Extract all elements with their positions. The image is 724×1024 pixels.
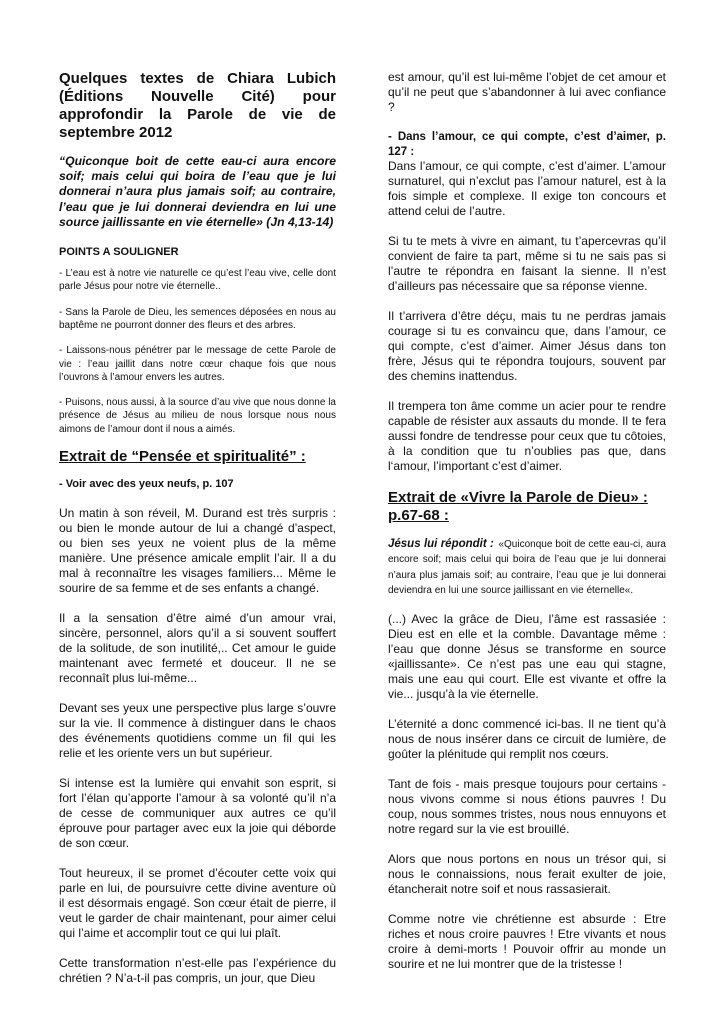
body-paragraph: Il a la sensation d’être aimé d’un amour vrai, sincère, personnel, alors qu’il a si souvent souffert de la solitude, de son inutilité,.. Cet amour le guide maintenant avec fermeté et douceur. Il ne se reconnaît plus lui-même... xyxy=(59,610,336,685)
continuation-paragraph: est amour, qu’il est lui-même l’objet de cet amour et qu’il ne peut que s’abandonner à lui avec confiance ? xyxy=(388,70,666,114)
lead-paragraph xyxy=(388,536,666,597)
point-item: - Puisons, nous aussi, à la source d’au vive que nous donne la présence de Jésus au milieu de nous lorsque nous nous aimons de l’amour dont il nous a aimés. xyxy=(59,397,336,435)
section-subheading: - Voir avec des yeux neufs, p. 107 xyxy=(59,477,234,490)
section-heading-vivre: Extrait de «Vivre la Parole de Dieu» : p.67-68 : xyxy=(388,489,648,524)
body-paragraph: L’éternité a donc commencé ici-bas. Il ne tient qu’à nous de nous insérer dans ce circuit de lumière, de goûter la plénitude qui remplit nos cœurs. xyxy=(388,717,666,762)
body-paragraph: Il trempera ton âme comme un acier pour te rendre capable de résister aux assauts du monde. Il te fera aussi fondre de tendresse pour ceux que tu côtoies, à la condition que tu n’oublies pas que, dans l‘amour, l’important c’est d’aimer. xyxy=(388,399,666,473)
page-title: Quelques textes de Chiara Lubich (Éditions Nouvelle Cité) pour approfondir la Parole de vie de septembre 2012 xyxy=(59,70,336,141)
point-item: - Sans la Parole de Dieu, les semences déposées en nous au baptême ne pourront donner des fleurs et des arbres. xyxy=(59,306,336,331)
section-subheading: - Dans l’amour, ce qui compte, c’est d’aimer, p. 127 : xyxy=(388,131,666,158)
lead-quote: «Quiconque boit de cette eau-ci, aura encore soif; mais celui qui boira de l’eau que je lui donnerai n’aura plus jamais soif; au contraire, l’eau que je lui donnerai deviendra en lui une source jaillissant en vie éternelle«. xyxy=(388,539,666,596)
points-heading: POINTS A SOULIGNER xyxy=(59,246,179,259)
scripture-quote: “Quiconque boit de cette eau-ci aura encore soif; mais celui qui boira de l’eau que je lui donnerai n’aura plus jamais soif; au contraire, l’eau que je lui donnerai deviendra en lui une source jaillissante en vie éternelle» (Jn 4,13-14) xyxy=(59,154,336,229)
body-paragraph: Cette transformation n’est-elle pas l’expérience du chrétien ? N’a-t-il pas compris, un jour, que Dieu xyxy=(59,955,336,985)
point-item: - L’eau est à notre vie naturelle ce qu’est l’eau vive, celle dont parle Jésus pour notre vie éternelle.. xyxy=(59,268,336,293)
body-paragraph: Comme notre vie chrétienne est absurde : Etre riches et nous croire pauvres ! Etre vivants et nous croire à demi-morts ! Pouvoir offrir au monde un sourire et ne lui montrer que de la tristesse ! xyxy=(388,912,666,972)
body-paragraph: Si intense est la lumière qui envahit son esprit, si fort l’élan qu’apporte l’amour à sa volonté qu’il n’a de cesse de communiquer aux autres ce qu’il éprouve pour partager avec eux la joie qui déborde de son cœur. xyxy=(59,775,336,850)
section-heading-pensee: Extrait de “Pensée et spiritualité” : xyxy=(59,447,306,465)
body-paragraph: Si tu te mets à vivre en aimant, tu t’apercevras qu’il convient de faire ta part, même si tu ne sais pas si l’autre te répondra en faisant la sienne. Il n’est d’ailleurs pas nécessaire que sa réponse vienne. xyxy=(388,234,666,293)
body-paragraph: Alors que nous portons en nous un trésor qui, si nous le connaissions, nous ferait exulter de joie, étancherait notre soif et nous rassasierait. xyxy=(388,852,666,897)
body-paragraph: Tout heureux, il se promet d’écouter cette voix qui parle en lui, de poursuivre cette divine aventure où il est désormais engagé. Son cœur était de pierre, il veut le garder de chair maintenant, pour aimer celui qui l’aime et accomplir tout ce qui lui plaît. xyxy=(59,865,336,940)
left-column xyxy=(59,70,336,1001)
right-column xyxy=(388,70,666,987)
body-paragraph: Un matin à son réveil, M. Durand est très surpris : ou bien le monde autour de lui a changé d’aspect, ou bien ses yeux ne voient plus de la même manière. Une présence amicale emplit l’air. Il a du mal à reconnaître les visages familiers... Même le sourire de sa femme et de ses enfants a changé. xyxy=(59,505,336,595)
body-paragraph: (...) Avec la grâce de Dieu, l’âme est rassasiée : Dieu est en elle et la comble. Davantage même : l’eau que donne Jésus se transforme en source «jaillissante». Ce n’est pas une eau qui stagne, mais une eau qui court. Elle est vivante et offre la vie... jusqu’à la vie éternelle. xyxy=(388,612,666,702)
lead-label: Jésus lui répondit : xyxy=(388,538,494,550)
body-paragraph: Il t’arrivera d’être déçu, mais tu ne perdras jamais courage si tu es convaincu que, dans l’amour, ce qui compte, c’est d’aimer. Aimer Jésus dans ton frère, Jésus qui te répondra toujours, souvent par des chemins inattendus. xyxy=(388,309,666,383)
body-paragraph: Tant de fois - mais presque toujours pour certains - nous vivons comme si nous étions pauvres ! Du coup, nous sommes tristes, nous nous ennuyons et notre regard sur la vie est brouillé. xyxy=(388,777,666,837)
point-item: - Laissons-nous pénétrer par le message de cette Parole de vie : l’eau jaillit dans notre cœur chaque fois que nous l’ouvrons à l’amour envers les autres. xyxy=(59,345,336,383)
body-paragraph: Devant ses yeux une perspective plus large s’ouvre sur la vie. Il commence à distinguer dans le chaos des événements quotidiens comme un fil qui les relie et les oriente vers un but supérieur. xyxy=(59,700,336,760)
body-paragraph: Dans l’amour, ce qui compte, c’est d’aimer. L’amour surnaturel, qui n’exclut pas l’amour naturel, est à la fois simple et complexe. Il exige ton concours et attend celui de l’autre. xyxy=(388,159,666,218)
